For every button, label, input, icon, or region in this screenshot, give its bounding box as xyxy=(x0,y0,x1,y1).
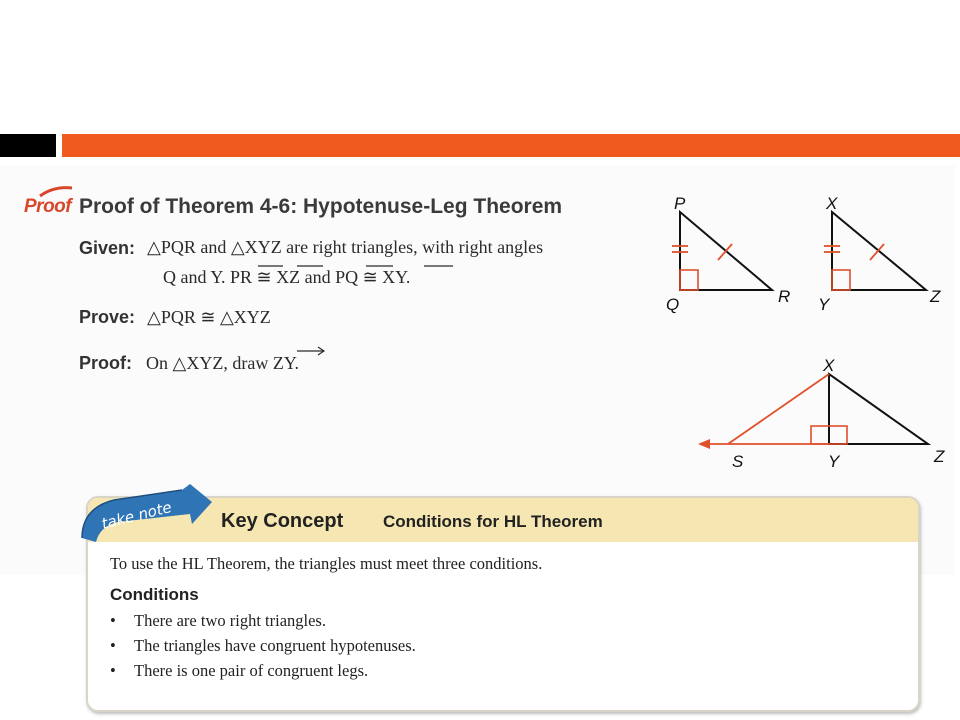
list-item: • There are two right triangles. xyxy=(110,611,326,630)
conditions-list xyxy=(110,611,416,686)
take-note-badge xyxy=(78,482,218,546)
list-item: • There is one pair of congruent legs. xyxy=(110,661,369,680)
take-note-text: take note xyxy=(99,498,174,533)
construction-figure xyxy=(690,350,955,475)
construction-vertex-s: S xyxy=(732,452,744,471)
vertex-y: Y xyxy=(818,295,830,314)
key-concept-title: Key Concept xyxy=(221,510,344,532)
conditions-heading: Conditions xyxy=(110,585,199,604)
ray-arrowhead-icon xyxy=(698,439,710,449)
given-line-1: △PQR and △XYZ are right triangles, with right angles xyxy=(147,237,544,257)
prove-label: Prove: xyxy=(79,307,136,327)
vertex-r: R xyxy=(778,287,791,306)
prove-statement: △PQR ≅ △XYZ xyxy=(147,307,271,327)
given-line-2: Q and Y. PR ≅ XZ and PQ ≅ XY. xyxy=(163,267,411,287)
proof-label: Proof: xyxy=(79,353,132,373)
construction-vertex-z: Z xyxy=(934,447,945,466)
vertex-z: Z xyxy=(930,287,941,306)
segment-overlines xyxy=(230,262,470,270)
proof-statement: On △XYZ, draw ZY. xyxy=(146,353,299,373)
list-item: • The triangles have congruent hypotenuses. xyxy=(110,636,416,655)
key-concept-subtitle: Conditions for HL Theorem xyxy=(383,512,603,531)
header-block xyxy=(0,134,56,157)
header-accent-bar xyxy=(62,134,960,157)
ray-arrow-icon xyxy=(296,346,326,356)
triangle-xyz-figure xyxy=(810,190,955,315)
vertex-x: X xyxy=(826,194,838,213)
proof-mark: Proof xyxy=(24,196,72,217)
key-concept-intro: To use the HL Theorem, the triangles must meet three conditions. xyxy=(110,554,543,573)
proof-title: Proof of Theorem 4-6: Hypotenuse-Leg Theorem xyxy=(79,195,563,218)
given-label: Given: xyxy=(79,238,136,258)
vertex-p: P xyxy=(674,194,686,213)
construction-vertex-y: Y xyxy=(828,452,840,471)
vertex-q: Q xyxy=(666,295,680,314)
triangle-pqr-figure xyxy=(660,190,800,315)
construction-vertex-x: X xyxy=(823,356,835,375)
